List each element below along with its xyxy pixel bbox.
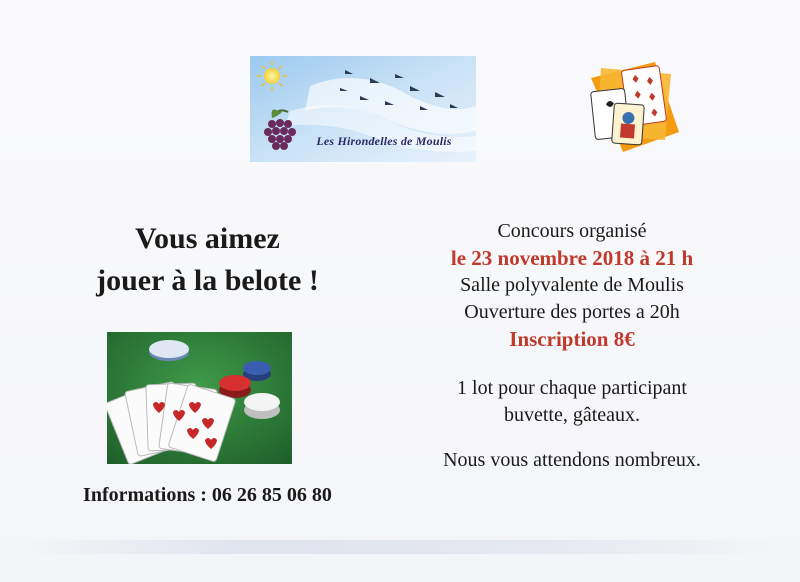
event-date: le 23 novembre 2018 à 21 h: [450, 246, 694, 270]
closing-message: Nous vous attendons nombreux.: [443, 449, 701, 471]
doors-open-time: Ouverture des portes a 20h: [464, 301, 680, 323]
refreshments-info: buvette, gâteaux.: [503, 404, 641, 426]
registration-fee: Inscription 8€: [509, 327, 635, 351]
cards-and-chips-photo: [107, 332, 292, 464]
contact-information: Informations : 06 26 85 06 80: [83, 484, 332, 506]
headline-line-2: jouer à la belote !: [96, 264, 319, 297]
scan-streak: [20, 540, 780, 554]
playing-cards-icon: [583, 60, 683, 156]
contest-intro: Concours organisé: [497, 220, 647, 242]
event-details: [400, 218, 744, 474]
spacer: [400, 353, 744, 375]
prize-info: 1 lot pour chaque participant: [457, 377, 687, 399]
club-logo: [250, 56, 476, 162]
event-venue: Salle polyvalente de Moulis: [460, 274, 684, 296]
headline-line-1: Vous aimez: [135, 222, 280, 255]
logo-caption: Les Hirondelles de Moulis: [316, 134, 452, 148]
spacer: [400, 429, 744, 447]
headline: [50, 218, 365, 302]
